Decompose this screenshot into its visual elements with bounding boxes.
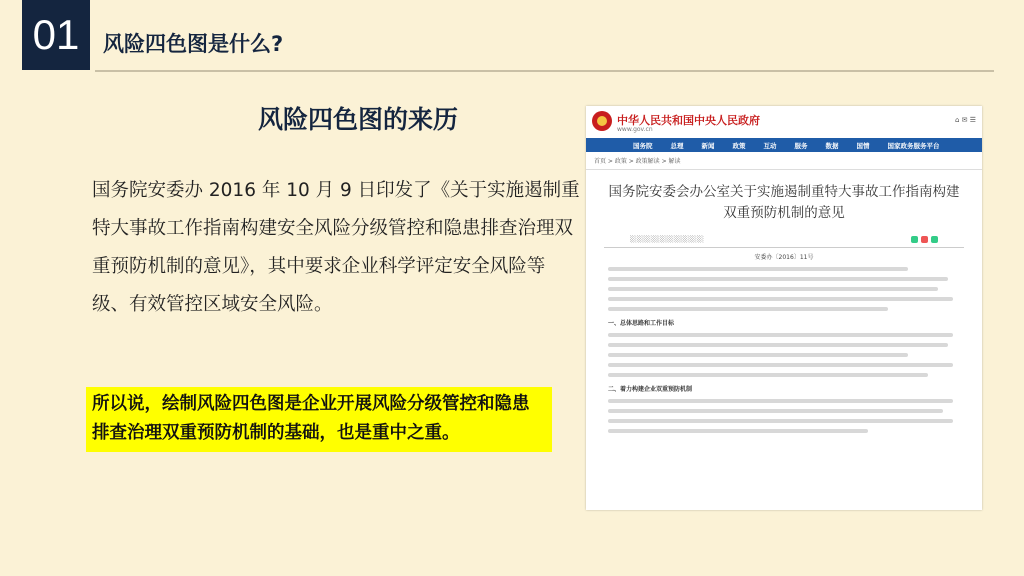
nav-item: 互动 bbox=[763, 141, 777, 150]
blurred-text bbox=[608, 353, 908, 357]
document-number: 安委办〔2016〕11号 bbox=[754, 254, 814, 261]
document-section: 二、着力构建企业双重预防机制 bbox=[608, 386, 693, 393]
document-section: 一、总体思路和工作目标 bbox=[608, 320, 675, 327]
breadcrumb: 首页 > 政策 > 政策解读 > 解读 bbox=[586, 152, 982, 170]
share-icon bbox=[921, 236, 928, 243]
blurred-text bbox=[608, 277, 948, 281]
blurred-text bbox=[608, 409, 943, 413]
blurred-text bbox=[608, 297, 953, 301]
header-divider bbox=[95, 70, 994, 72]
blurred-text bbox=[608, 307, 888, 311]
meta-info: ░░░░░░░░░░░░░░░░ bbox=[630, 236, 704, 243]
document-screenshot bbox=[586, 106, 982, 510]
blurred-text bbox=[608, 429, 868, 433]
share-icons bbox=[911, 236, 938, 243]
section-number: 01 bbox=[22, 0, 90, 70]
blurred-text bbox=[608, 363, 953, 367]
page-title: 风险四色图是什么? bbox=[103, 32, 284, 56]
nav-item: 国务院 bbox=[633, 141, 653, 150]
highlight-box bbox=[86, 387, 552, 452]
blurred-text bbox=[608, 267, 908, 271]
blurred-text bbox=[608, 419, 953, 423]
body-paragraph: 国务院安委办 2016 年 10 月 9 日印发了《关于实施遏制重特大事故工作指南构建安全风险分级管控和隐患排查治理双重预防机制的意见》，其中要求企业科学评定安全风险等级、有效管控区域安全风险。 bbox=[92, 180, 580, 315]
highlight-text: 所以说，绘制风险四色图是企业开展风险分级管控和隐患排查治理双重预防机制的基础，也是重中之重。 bbox=[92, 394, 530, 443]
blurred-text bbox=[608, 399, 953, 403]
document-title: 国务院安委会办公室关于实施遏制重特大事故工作指南构建双重预防机制的意见 bbox=[608, 184, 960, 221]
national-emblem-icon bbox=[592, 111, 612, 131]
nav-item: 政策 bbox=[732, 141, 746, 150]
nav-item: 总理 bbox=[670, 141, 684, 150]
nav-item: 服务 bbox=[794, 141, 808, 150]
share-icon bbox=[911, 236, 918, 243]
blurred-text bbox=[608, 343, 948, 347]
blurred-text bbox=[608, 333, 953, 337]
site-name: 中华人民共和国中央人民政府 bbox=[617, 114, 760, 127]
blurred-text bbox=[608, 287, 938, 291]
nav-item: 国情 bbox=[856, 141, 870, 150]
site-header bbox=[586, 106, 982, 138]
section-title: 风险四色图的来历 bbox=[258, 105, 459, 134]
share-icon bbox=[931, 236, 938, 243]
blurred-text bbox=[608, 373, 928, 377]
site-nav bbox=[586, 138, 982, 152]
meta-row bbox=[604, 224, 964, 248]
nav-item: 新闻 bbox=[701, 141, 715, 150]
nav-item: 数据 bbox=[825, 141, 839, 150]
site-tools-icon: ⌂ ✉ ☰ bbox=[954, 116, 976, 124]
site-url: www.gov.cn bbox=[617, 126, 653, 133]
nav-item: 国家政务服务平台 bbox=[887, 141, 940, 150]
